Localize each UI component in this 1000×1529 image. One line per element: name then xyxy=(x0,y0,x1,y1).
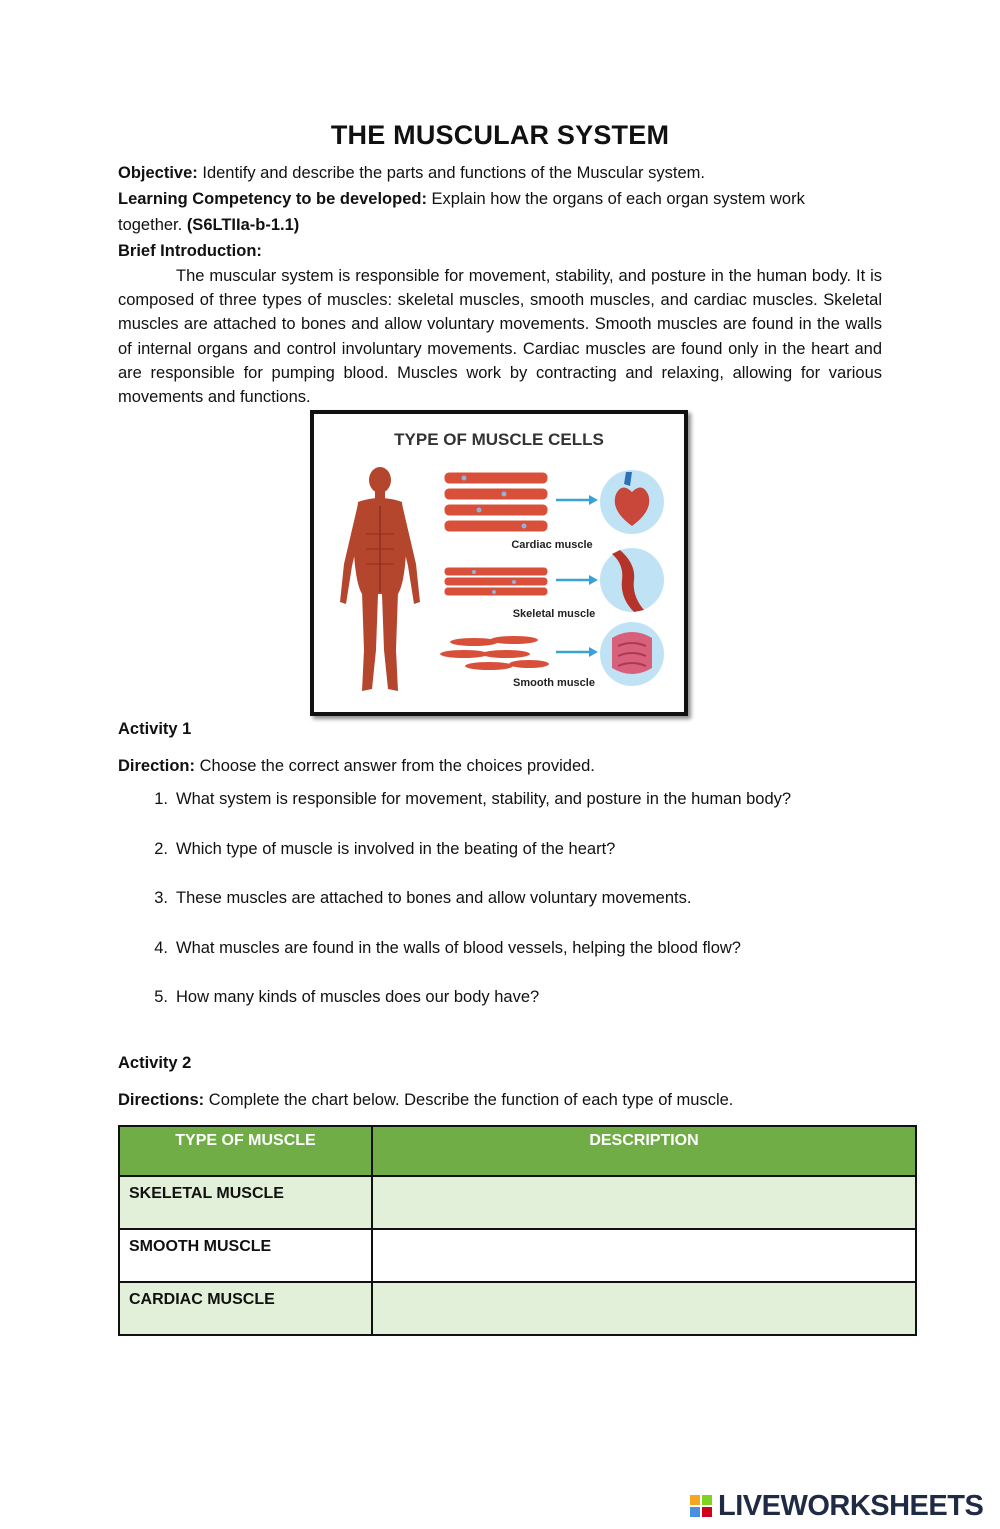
question-number: 4. xyxy=(154,938,168,957)
activity2-heading: Activity 2 xyxy=(118,1054,192,1072)
question-number: 5. xyxy=(154,988,168,1006)
competency-label: Learning Competency to be developed: xyxy=(118,190,427,208)
skeletal-muscle-icon xyxy=(600,548,664,612)
competency-code: (S6LTIIa-b-1.1) xyxy=(186,216,300,234)
heart-icon xyxy=(600,470,664,534)
competency-text-2: together. xyxy=(118,216,187,234)
description-answer-cell[interactable] xyxy=(372,1282,916,1335)
skeletal-fibres xyxy=(444,567,548,596)
human-body-illustration xyxy=(340,467,420,691)
activity1-direction-label: Direction: xyxy=(118,757,196,775)
muscle-cells-figure xyxy=(310,410,688,716)
question-number: 1. xyxy=(154,790,168,808)
muscle-chart-table xyxy=(118,1125,917,1336)
description-answer-cell[interactable] xyxy=(372,1229,916,1282)
row-label: SKELETAL MUSCLE xyxy=(119,1176,372,1229)
objective-label: Objective: xyxy=(118,164,198,182)
question-text: What system is responsible for movement, stability, and posture in the human body? xyxy=(176,790,792,808)
smooth-fibres xyxy=(440,636,549,670)
activity2-direction xyxy=(118,1088,882,1112)
page-title: THE MUSCULAR SYSTEM xyxy=(330,120,670,150)
column-header-description: DESCRIPTION xyxy=(372,1126,916,1176)
intestine-icon xyxy=(600,622,664,686)
activity2-direction-text: Complete the chart below. Describe the function of each type of muscle. xyxy=(204,1091,734,1109)
table-row xyxy=(119,1229,916,1282)
question-text: What muscles are found in the walls of blood vessels, helping the blood flow? xyxy=(176,938,741,957)
competency-line-2 xyxy=(118,213,882,237)
list-item xyxy=(118,790,898,840)
activity1-direction-text: Choose the correct answer from the choices provided. xyxy=(195,757,595,775)
row-label: CARDIAC MUSCLE xyxy=(119,1282,372,1335)
competency-line xyxy=(118,187,882,211)
objective-text: Identify and describe the parts and functions of the Muscular system. xyxy=(197,164,705,182)
logo-blocks-icon xyxy=(690,1493,714,1519)
question-text: How many kinds of muscles does our body have? xyxy=(176,988,540,1006)
column-header-type: TYPE OF MUSCLE xyxy=(119,1126,372,1176)
table-row xyxy=(119,1282,916,1335)
question-text: These muscles are attached to bones and allow voluntary movements. xyxy=(176,889,692,907)
list-item xyxy=(118,939,898,989)
label-smooth: Smooth muscle xyxy=(513,677,595,689)
activity2-direction-label: Directions: xyxy=(118,1091,205,1109)
table-row xyxy=(119,1176,916,1229)
question-text: Which type of muscle is involved in the beating of the heart? xyxy=(176,839,616,858)
intro-heading: Brief Introduction: xyxy=(118,242,262,260)
question-number: 2. xyxy=(154,839,168,858)
table-header-row xyxy=(119,1126,916,1176)
logo-text: LIVEWORKSHEETS xyxy=(718,1489,984,1522)
description-answer-cell[interactable] xyxy=(372,1176,916,1229)
arrow-icons xyxy=(556,495,598,657)
figure-title: TYPE OF MUSCLE CELLS xyxy=(394,430,604,449)
label-cardiac: Cardiac muscle xyxy=(511,539,593,551)
list-item xyxy=(118,988,898,1038)
intro-paragraph: The muscular system is responsible for movement, stability, and posture in the human body. It is composed of three types of muscles: skeletal muscles, smooth muscles, and cardiac muscles. Skeletal muscles are attached to bones and allow voluntary movements. Smooth muscles are found in the walls of internal organs and control involuntary movements. Cardiac muscles are found only in the heart and are responsible for pumping blood. Muscles work by contracting and relaxing, allowing for various movements and functions. xyxy=(118,267,882,407)
row-label: SMOOTH MUSCLE xyxy=(119,1229,372,1282)
question-list xyxy=(118,790,898,1038)
label-skeletal: Skeletal muscle xyxy=(512,608,596,620)
competency-text: Explain how the organs of each organ system work xyxy=(426,190,805,208)
cardiac-fibres xyxy=(444,472,548,532)
list-item xyxy=(118,889,898,939)
activity1-heading: Activity 1 xyxy=(118,720,192,738)
liveworksheets-logo xyxy=(690,1490,983,1522)
objective-line xyxy=(118,161,882,185)
list-item xyxy=(118,840,898,890)
question-number: 3. xyxy=(154,889,168,907)
activity1-direction xyxy=(118,754,882,778)
